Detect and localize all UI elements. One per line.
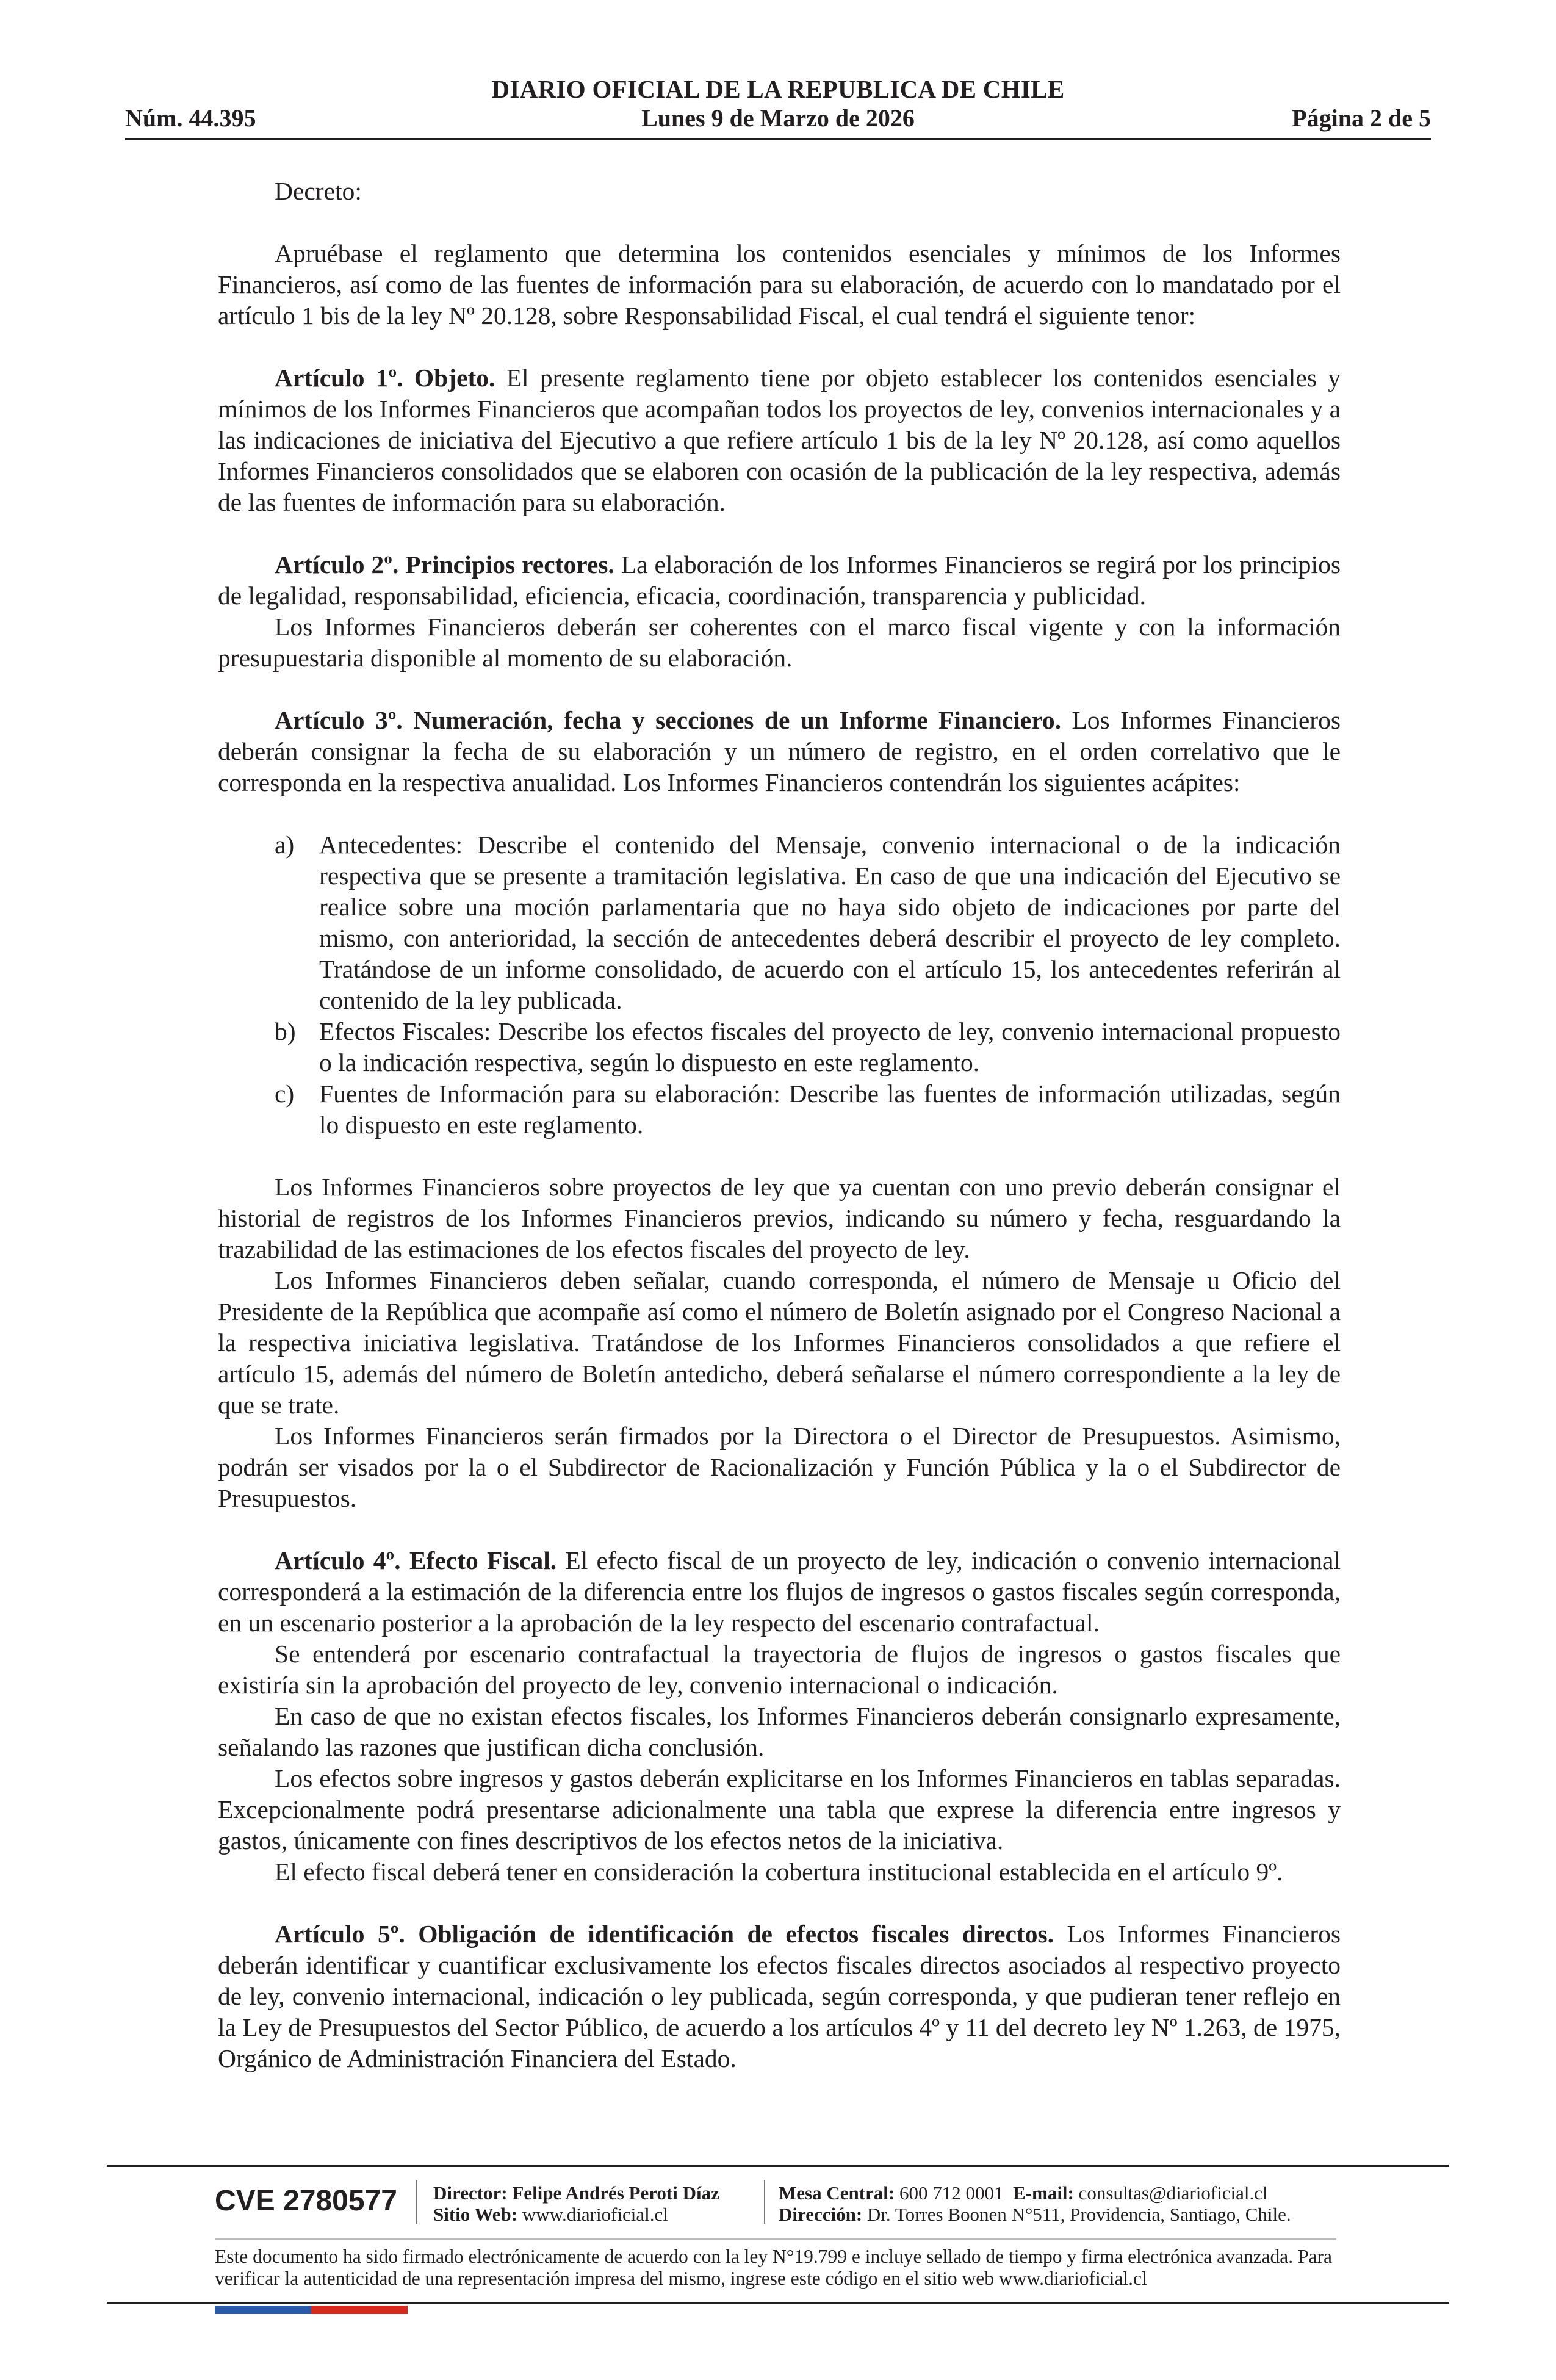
mesa-label: Mesa Central:: [779, 2182, 895, 2204]
article-1-text: El presente reglamento tiene por objeto establecer los contenidos esenciales y mínimos de los Informes Financieros que acompañan todos los proyectos de ley, convenios internacionales y a las indicaciones de iniciativa del Ejecutivo a que refiere artículo 1 bis de la ley Nº 20.128, así como aquellos Informes Financieros consolidados que se elaboren con ocasión de la publicación de la ley respectiva, además de las fuentes de información para su elaboración.: [218, 364, 1341, 516]
article-3-title: Artículo 3º. Numeración, fecha y secciones de un Informe Financiero.: [275, 706, 1062, 734]
footer-divider-bottom: [107, 2302, 1449, 2304]
list-item-text: Fuentes de Información para su elaboración: Describe las fuentes de información utilizadas, según lo dispuesto en este reglamento.: [319, 1080, 1341, 1139]
issue-date: Lunes 9 de Marzo de 2026: [641, 104, 915, 132]
article-4: [218, 1545, 1341, 1639]
page-number: Página 2 de 5: [1292, 104, 1431, 132]
article-4-paragraph-2: Se entenderá por escenario contrafactual la trayectoria de flujos de ingresos o gastos fiscales que existiría sin la aprobación del proyecto de ley, convenio internacional o indicación.: [218, 1640, 1341, 1699]
article-2-paragraph-2: Los Informes Financieros deberán ser coherentes con el marco fiscal vigente y con la información presupuestaria disponible al momento de su elaboración.: [218, 613, 1341, 672]
director-label: Director:: [433, 2182, 508, 2204]
cve-code: CVE 2780577: [215, 2185, 397, 2217]
article-5-title: Artículo 5º. Obligación de identificación de efectos fiscales directos.: [275, 1920, 1054, 1948]
contact-line: [779, 2182, 1291, 2204]
article-1-title: Artículo 1º. Objeto.: [275, 364, 495, 392]
intro-paragraph: Apruébase el reglamento que determina los contenidos esenciales y mínimos de los Informes Financieros, así como de las fuentes de información para su elaboración, de acuerdo con lo mandatado por el artículo 1 bis de la ley Nº 20.128, sobre Responsabilidad Fiscal, el cual tendrá el siguiente tenor:: [218, 239, 1341, 330]
page-header: [125, 74, 1431, 143]
flag-stripe-red: [311, 2306, 408, 2314]
list-marker: b): [275, 1017, 296, 1045]
document-body: [218, 176, 1341, 2074]
footer-divider-mid: [215, 2238, 1336, 2240]
article-3-text: Los Informes Financieros deberán consignar la fecha de su elaboración y un número de registro, en el orden correlativo que le corresponda en la respectiva anualidad. Los Informes Financieros contendrán los siguientes acápites:: [218, 706, 1341, 796]
article-4-paragraph-3: En caso de que no existan efectos fiscales, los Informes Financieros deberán consignarlo expresamente, señalando las razones que justifican dicha conclusión.: [218, 1702, 1341, 1761]
flag-stripe-blue: [215, 2306, 311, 2314]
list-marker: c): [275, 1080, 295, 1108]
newspaper-title: DIARIO OFICIAL DE LA REPUBLICA DE CHILE: [491, 75, 1065, 103]
issue-number: Núm. 44.395: [125, 104, 256, 132]
article-2-title: Artículo 2º. Principios rectores.: [275, 550, 614, 579]
header-divider: [125, 138, 1431, 140]
email-link[interactable]: consultas@diarioficial.cl: [1078, 2182, 1268, 2204]
address-text: Dr. Torres Boonen N°511, Providencia, Santiago, Chile.: [866, 2204, 1291, 2225]
footer-separator: [416, 2180, 417, 2224]
article-3-paragraph-4: Los Informes Financieros serán firmados por la Directora o el Director de Presupuestos. Asimismo, podrán ser visados por la o el Subdirector de Racionalización y Función Pública y la o el Subdirector de Presupuestos.: [218, 1422, 1341, 1512]
footer-divider-top: [107, 2165, 1449, 2167]
email-label: E-mail:: [1013, 2182, 1074, 2204]
article-5: [218, 1919, 1341, 2074]
list-item: [218, 1078, 1341, 1141]
article-1: [218, 362, 1341, 518]
footer-contact-block: [779, 2182, 1291, 2225]
list-item-text: Antecedentes: Describe el contenido del Mensaje, convenio internacional o de la indicación respectiva que se presente a tramitación legislativa. En caso de que una indicación del Ejecutivo se realice sobre una moción parlamentaria que no haya sido objeto de indicaciones por parte del mismo, con anterioridad, la sección de antecedentes deberá describir el proyecto de ley completo. Tratándose de un informe consolidado, de acuerdo con el artículo 15, los antecedentes referirán al contenido de la ley publicada.: [319, 831, 1341, 1014]
article-3-sections-list: [218, 829, 1341, 1141]
footer-separator: [764, 2180, 765, 2224]
website-label: Sitio Web:: [433, 2204, 518, 2225]
list-item-text: Efectos Fiscales: Describe los efectos fiscales del proyecto de ley, convenio internacional propuesto o la indicación respectiva, según lo dispuesto en este reglamento.: [319, 1017, 1341, 1076]
address-line: [779, 2204, 1291, 2225]
website-line: [433, 2204, 719, 2225]
article-5-text: Los Informes Financieros deberán identificar y cuantificar exclusivamente los efectos fiscales directos asociados al respectivo proyecto de ley, convenio internacional, indicación o ley publicada, según corresponda, y que pudieran tener reflejo en la Ley de Presupuestos del Sector Público, de acuerdo a los artículos 4º y 11 del decreto ley Nº 1.263, de 1975, Orgánico de Administración Financiera del Estado.: [218, 1920, 1341, 2072]
legal-notice: Este documento ha sido firmado electrónicamente de acuerdo con la ley N°19.799 e incluye sellado de tiempo y firma electrónica avanzada. Para verificar la autenticidad de una representación impresa del mismo, ingrese este código en el sitio web www.diarioficial.cl: [215, 2246, 1332, 2289]
article-4-title: Artículo 4º. Efecto Fiscal.: [275, 1546, 557, 1574]
website-link[interactable]: www.diarioficial.cl: [522, 2204, 668, 2225]
article-3-paragraph-3: Los Informes Financieros deben señalar, cuando corresponda, el número de Mensaje u Oficio del Presidente de la República que acompañe así como el número de Boletín asignado por el Congreso Nacional a la respectiva iniciativa legislativa. Tratándose de los Informes Financieros consolidados a que refiere el artículo 15, además del número de Boletín antedicho, deberá señalarse el número correspondiente a la ley de que se trate.: [218, 1266, 1341, 1419]
decreto-label: Decreto:: [275, 177, 362, 205]
article-4-paragraph-4: Los efectos sobre ingresos y gastos deberán explicitarse en los Informes Financieros en tablas separadas. Excepcionalmente podrá presentarse adicionalmente una tabla que exprese la diferencia entre ingresos y gastos, únicamente con fines descriptivos de los efectos netos de la iniciativa.: [218, 1764, 1341, 1855]
footer-director-block: [433, 2182, 719, 2225]
list-item: [218, 1016, 1341, 1078]
article-2-text: La elaboración de los Informes Financieros se regirá por los principios de legalidad, responsabilidad, eficiencia, eficacia, coordinación, transparencia y publicidad.: [218, 550, 1341, 610]
list-item: [218, 829, 1341, 1016]
article-4-paragraph-5: El efecto fiscal deberá tener en consideración la cobertura institucional establecida en el artículo 9º.: [275, 1858, 1283, 1886]
article-3: [218, 705, 1341, 798]
article-4-text: El efecto fiscal de un proyecto de ley, indicación o convenio internacional corresponderá a la estimación de la diferencia entre los flujos de ingresos o gastos fiscales según corresponda, en un escenario posterior a la aprobación de la ley respecto del escenario contrafactual.: [218, 1546, 1341, 1637]
article-3-paragraph-2: Los Informes Financieros sobre proyectos de ley que ya cuentan con uno previo deberán consignar el historial de registros de los Informes Financieros previos, indicando su número y fecha, resguardando la trazabilidad de las estimaciones de los efectos fiscales del proyecto de ley.: [218, 1173, 1341, 1263]
list-marker: a): [275, 831, 295, 859]
mesa-phone: 600 712 0001: [899, 2182, 1004, 2204]
director-line: [433, 2182, 719, 2204]
director-name: Felipe Andrés Peroti Díaz: [512, 2182, 719, 2204]
address-label: Dirección:: [779, 2204, 863, 2225]
article-2: [218, 549, 1341, 611]
